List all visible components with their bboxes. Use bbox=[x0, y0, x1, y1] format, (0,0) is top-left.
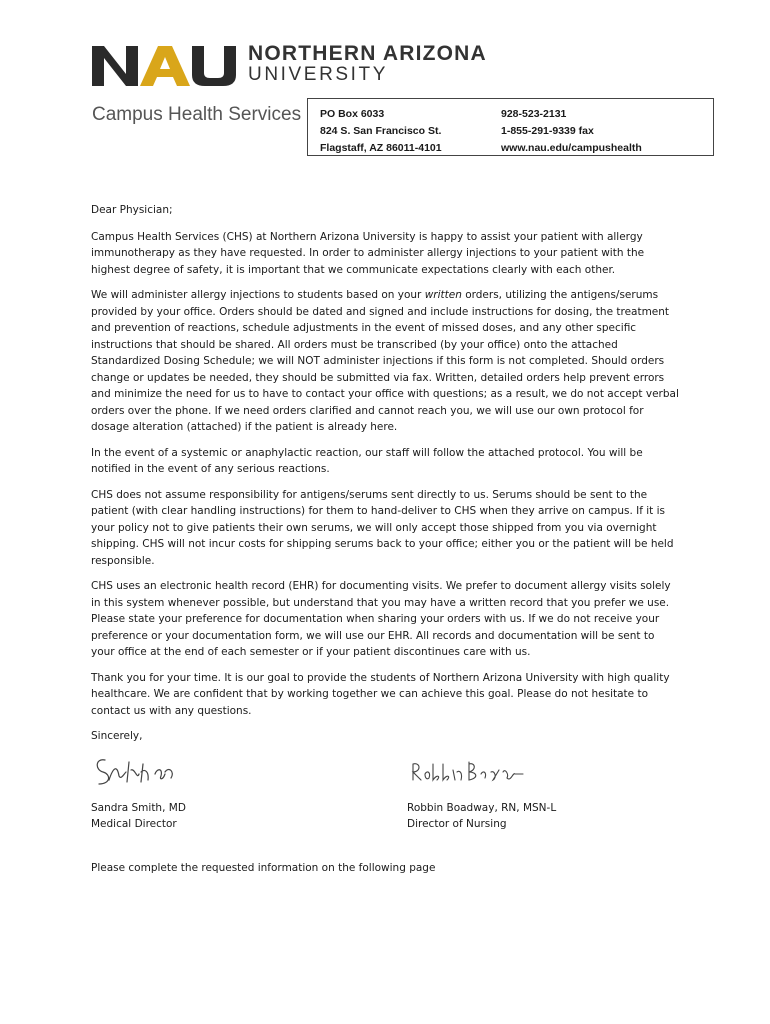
phone-block bbox=[501, 106, 642, 157]
handwritten-signature-boadway bbox=[407, 750, 527, 790]
signature-area bbox=[91, 750, 691, 840]
fax-number: 1-855-291-9339 fax bbox=[501, 125, 594, 137]
signer-title-right: Director of Nursing bbox=[407, 818, 507, 830]
signer-name-left: Sandra Smith, MD bbox=[91, 801, 186, 814]
logo-line-northern-arizona: NORTHERN ARIZONA bbox=[248, 42, 487, 65]
paragraph-ehr: CHS uses an electronic health record (EHR) for documenting visits. We prefer to document allergy visits solely in this system whenever possible, but understand that you may have a written record that you prefer we use. Please state your preference for documentation when sharing your orders with us. If we do not receive your preference or your documentation form, we will use our EHR. All records and documentation will be sent to your office at the end of each semester or if your patient discontinues care with us. bbox=[91, 580, 671, 658]
paragraph-thanks: Thank you for your time. It is our goal to provide the students of Northern Arizona University with high quality healthcare. We are confident that by working together we can achieve this goal. Please do not hesitate to contact us with any questions. bbox=[91, 671, 670, 717]
logo-line-university: UNIVERSITY bbox=[248, 64, 389, 85]
salutation: Dear Physician; bbox=[91, 204, 173, 216]
department-name: Campus Health Services bbox=[92, 104, 302, 125]
letter-body bbox=[91, 202, 681, 754]
closing: Sincerely, bbox=[91, 730, 143, 742]
contact-box bbox=[307, 98, 714, 156]
signer-name-right: Robbin Boadway, RN, MSN-L bbox=[407, 801, 557, 814]
address-line-1: PO Box 6033 bbox=[320, 108, 385, 120]
nau-logo-mark-icon bbox=[92, 42, 244, 88]
address-line-3: Flagstaff, AZ 86011-4101 bbox=[320, 142, 442, 154]
signature-block-nursing-director bbox=[407, 750, 556, 833]
paragraph-reactions: In the event of a systemic or anaphylactic reaction, our staff will follow the attached protocol. You will be notified in the event of any serious reactions. bbox=[91, 446, 643, 475]
footer-note: Please complete the requested information on the following page bbox=[91, 862, 436, 874]
paragraph-orders-italic: written bbox=[424, 289, 462, 301]
paragraph-orders-rest: orders, utilizing the antigens/serums provided by your office. Orders should be dated and signed and include instructions for dosing, the treatment and prevention of reactions, schedule adjustments in the event of missed doses, and any other specific instructions that should be shared. All orders must be transcribed (by your office) onto the attached Standardized Dosing Schedule; we will NOT administer injections if this form is not completed. Should orders change or updates be needed, they should be submitted via fax. Written, detailed orders help prevent errors and minimize the need for us to have to contact your office with questions; as a result, we do not accept verbal orders over the phone. If we need orders clarified and cannot reach you, we will use our own protocol for dosage alteration (attached) if the patient is already here. bbox=[91, 289, 679, 433]
signature-block-medical-director bbox=[91, 750, 211, 833]
signer-title-left: Medical Director bbox=[91, 818, 177, 830]
nau-logo bbox=[92, 42, 532, 88]
handwritten-signature-smith bbox=[91, 750, 211, 790]
address-block bbox=[320, 106, 442, 157]
paragraph-intro: Campus Health Services (CHS) at Northern Arizona University is happy to assist your patient with allergy immunotherapy as they have requested. In order to administer allergy injections to your patient with the highest degree of safety, it is important that we communicate expectations clearly with each other. bbox=[91, 230, 645, 276]
paragraph-serums: CHS does not assume responsibility for antigens/serums sent directly to us. Serums should be sent to the patient (with clear handling instructions) for them to hand-deliver to CHS when they arrive on campus. If it is your policy not to give patients their own serums, we will only accept those shipped from you via overnight shipping. CHS will not incur costs for shipping serums back to your office; either you or the patient will be held responsible. bbox=[91, 488, 674, 567]
address-line-2: 824 S. San Francisco St. bbox=[320, 125, 442, 137]
paragraph-orders-start: We will administer allergy injections to students based on your bbox=[91, 289, 425, 301]
paragraph-orders bbox=[91, 287, 681, 436]
phone-number: 928-523-2131 bbox=[501, 108, 567, 120]
letterhead bbox=[0, 0, 770, 170]
website-link[interactable]: www.nau.edu/campushealth bbox=[501, 142, 642, 154]
